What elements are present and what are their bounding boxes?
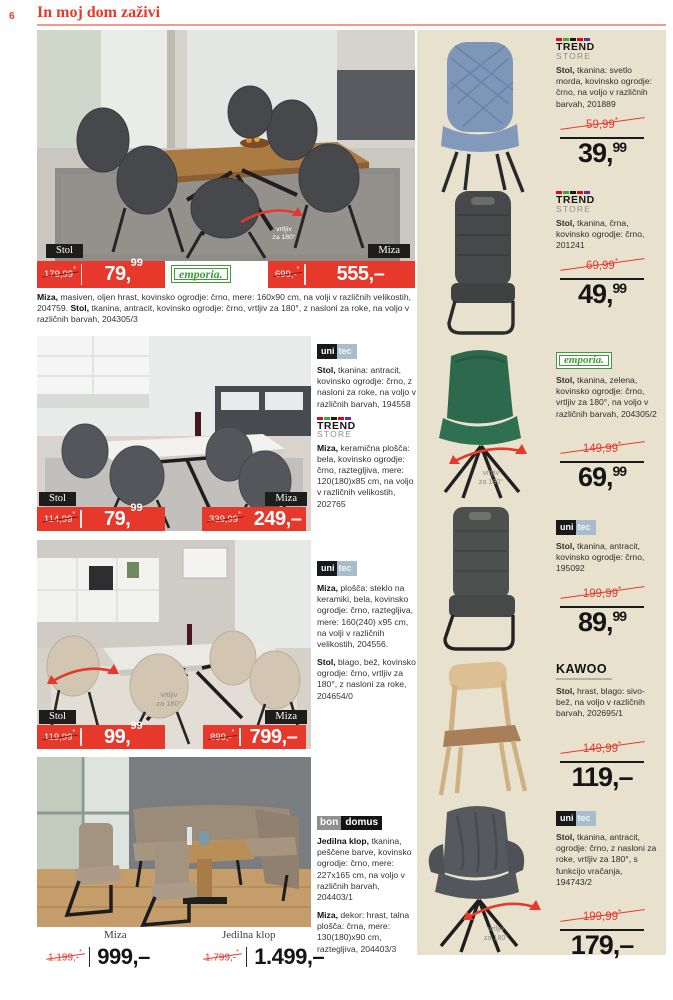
- dark-cantilever-chair-icon: [417, 187, 552, 339]
- swivel-note: vrtljiv za 180°: [483, 924, 509, 942]
- swivel-arrow-icon: [237, 202, 307, 228]
- swivel-note: vrtljiv za 180°: [478, 468, 504, 486]
- brand-logo-unitec: uni tec: [317, 344, 357, 359]
- old-price: 179,99*: [44, 268, 76, 280]
- side-text: [556, 38, 658, 110]
- price-bar-miza-2: [202, 507, 306, 531]
- swivel-note: vrtljiv za 180°: [156, 690, 182, 709]
- old-price: 899,-*: [210, 731, 234, 743]
- blue-chair-icon: [417, 34, 552, 194]
- brand-logo-emporia: emporia.: [556, 352, 612, 369]
- side-description: Stol, tkanina, antracit, kovinsko ogrodje: črno, 195092: [556, 541, 645, 574]
- old-price: 339,99*: [209, 513, 241, 525]
- new-price: 69,99: [577, 462, 627, 492]
- swivel-arrow-icon: [45, 658, 125, 688]
- side-description: Stol, tkanina, antracit, ogrodje: črno, z nasloni za roke, vrtljiv za 180°, s funkcijo vračanja, 194743/2: [556, 832, 657, 887]
- old-price: 199,99*: [562, 908, 642, 923]
- new-price: 555,–: [336, 263, 385, 285]
- new-price: 249,–: [253, 507, 302, 530]
- new-price: 179,–: [570, 930, 634, 960]
- price-label-jedilna-klop: Jedilna klop: [222, 929, 276, 941]
- side-product-black-cantilever: [417, 185, 666, 340]
- product-description-row1: Miza, masiven, oljen hrast, kovinsko ogrodje: črno, mere: 160x90 cm, na volji v različnih velikostih, 204759. Stol, tkanina, antracit, kovinsko ogrodje: črno, vrtljiv za 180°, z nasloni za roke, na voljo v različnih barvah, 204305/3: [37, 292, 411, 325]
- miza-description: Miza, keramična plošča: bela, kovinsko ogrodje: črno, raztegljiva, mere: 120(180)x85 cm, na voljo v različnih velikostih, 202765: [317, 442, 414, 509]
- miza-description: Miza, plošča: steklo na keramiki, bela, kovinsko ogrodje: črno, raztegljiva, mere: 160(240) x95 cm, na volji v različnih velikostih, 204556.: [317, 583, 414, 649]
- badge-miza: Miza: [265, 710, 307, 724]
- side-text: [556, 808, 658, 888]
- side-product-blue-chair: [417, 30, 666, 185]
- side-text: [556, 191, 658, 252]
- price-bar-miza-1: [268, 261, 415, 288]
- old-price: 199,99*: [562, 585, 642, 600]
- price-bar-stol-3: [37, 719, 165, 749]
- klop-description: Jedilna klop, tkanina, peščene barve, kovinsko ogrodje: črno, mere: 227x165 cm, na voljo v različnih barvah, 204403/1: [317, 836, 412, 902]
- price-bar-miza-3: [203, 725, 306, 749]
- dining-room-scene-icon: [37, 30, 415, 261]
- corner-bench-scene-icon: [37, 757, 311, 927]
- side-text: [556, 663, 658, 719]
- brand-logo-bondomus: bon domus: [317, 816, 382, 830]
- old-price: 119,99*: [44, 731, 75, 743]
- stol-description: Stol, blago, bež, kovinsko ogrodje: črno, vrtljiv za 180°, z nasloni za roke, 204654/0: [317, 657, 416, 701]
- product-photo-corner-bench: [37, 757, 311, 927]
- old-price: 114,99*: [44, 513, 75, 525]
- brand-logo-emporia: emporia.: [171, 265, 231, 283]
- new-price: 79,99: [104, 257, 143, 285]
- brand-logo-trend-store: TREND STORE: [556, 38, 658, 60]
- new-price: 1.499,–: [254, 944, 325, 969]
- side-offers-panel: [417, 30, 666, 960]
- page-title: In moj dom zaživi: [37, 4, 161, 21]
- swivel-arrow-icon: [447, 440, 533, 468]
- brand-logo-unitec: uni tec: [556, 520, 596, 535]
- old-price: 1.799,-*: [205, 951, 239, 963]
- new-price: 99,99: [104, 719, 143, 748]
- badge-stol: Stol: [39, 492, 76, 506]
- side-description: Stol, tkanina: svetlo morda, kovinsko ogrodje: črno, na voljo v različnih barvah, 201889: [556, 65, 653, 109]
- price-group-miza-4: [48, 944, 150, 970]
- anthracite-chair-icon: [417, 505, 552, 653]
- old-price: 69,99*: [562, 257, 642, 272]
- old-price: 149,99*: [562, 740, 642, 755]
- new-price: 79,99: [104, 501, 143, 530]
- badge-miza: Miza: [368, 244, 410, 258]
- new-price: 39,99: [577, 138, 627, 168]
- description-column-row3: [317, 558, 416, 709]
- oak-chair-icon: [417, 655, 552, 800]
- old-price: 59,99*: [562, 116, 642, 131]
- description-column-row4: [317, 812, 416, 962]
- product-photo-ceramic-table: [37, 336, 311, 531]
- price-bar-stol-2: [37, 501, 165, 531]
- stol-description: Stol, tkanina: antracit, kovinsko ogrodje: črno, z nasloni za roke, na voljo v različnih barvah, 194558: [317, 365, 416, 409]
- new-price: 799,–: [249, 725, 298, 748]
- side-description: Stol, hrast, blago: sivo-bež, na voljo v različnih barvah, 202695/1: [556, 685, 645, 718]
- new-price: 999,–: [97, 944, 150, 969]
- page-number: 6: [9, 11, 15, 22]
- kawoo-tagline: [556, 678, 612, 680]
- old-price: 149,99*: [562, 440, 642, 455]
- old-price: 699,-*: [275, 268, 299, 280]
- price-label-miza: Miza: [104, 929, 127, 941]
- badge-stol: Stol: [39, 710, 76, 724]
- brand-logo-trend-store: TREND STORE: [556, 191, 658, 213]
- side-product-grey-armchair: [417, 800, 666, 960]
- swivel-arrow-icon: [461, 894, 547, 924]
- side-description: Stol, tkanina, črna, kovinsko ogrodje: črno, 201241: [556, 218, 645, 251]
- brand-logo-trend-store: TREND STORE: [317, 417, 416, 439]
- side-product-anthracite-cantilever: [417, 505, 666, 655]
- brand-logo-kawoo: KAWOO: [556, 663, 658, 680]
- description-column-row2: [317, 341, 416, 517]
- new-price: 119,–: [571, 762, 633, 792]
- price-group-klop-4: [205, 944, 324, 970]
- badge-miza: Miza: [265, 492, 307, 506]
- side-description: Stol, tkanina, zelena, kovinsko ogrodje: črno, vrtljiv za 180°, na voljo v različnih barvah, 204305/2: [556, 375, 657, 419]
- swivel-note: vrtljiv za 180°: [272, 226, 296, 242]
- new-price: 49,99: [577, 279, 627, 309]
- miza-description: Miza, dekor: hrast, talna plošča: črna, mere: 130(180)x90 cm, raztegljiva, 204403/3: [317, 910, 410, 954]
- product-photo-glass-table: [37, 540, 311, 749]
- new-price: 89,99: [577, 607, 627, 637]
- side-product-green-chair: [417, 340, 666, 505]
- brand-logo-unitec: uni tec: [317, 561, 357, 576]
- side-text: [556, 350, 658, 420]
- side-product-oak-chair: [417, 655, 666, 800]
- brand-logo-unitec: uni tec: [556, 811, 596, 826]
- badge-stol: Stol: [46, 244, 83, 258]
- header-divider: [37, 24, 666, 26]
- side-text: [556, 517, 658, 575]
- old-price: 1.199,-*: [48, 951, 82, 963]
- product-photo-dining-set-oak: [37, 30, 415, 261]
- price-bar-stol-1: [37, 257, 165, 288]
